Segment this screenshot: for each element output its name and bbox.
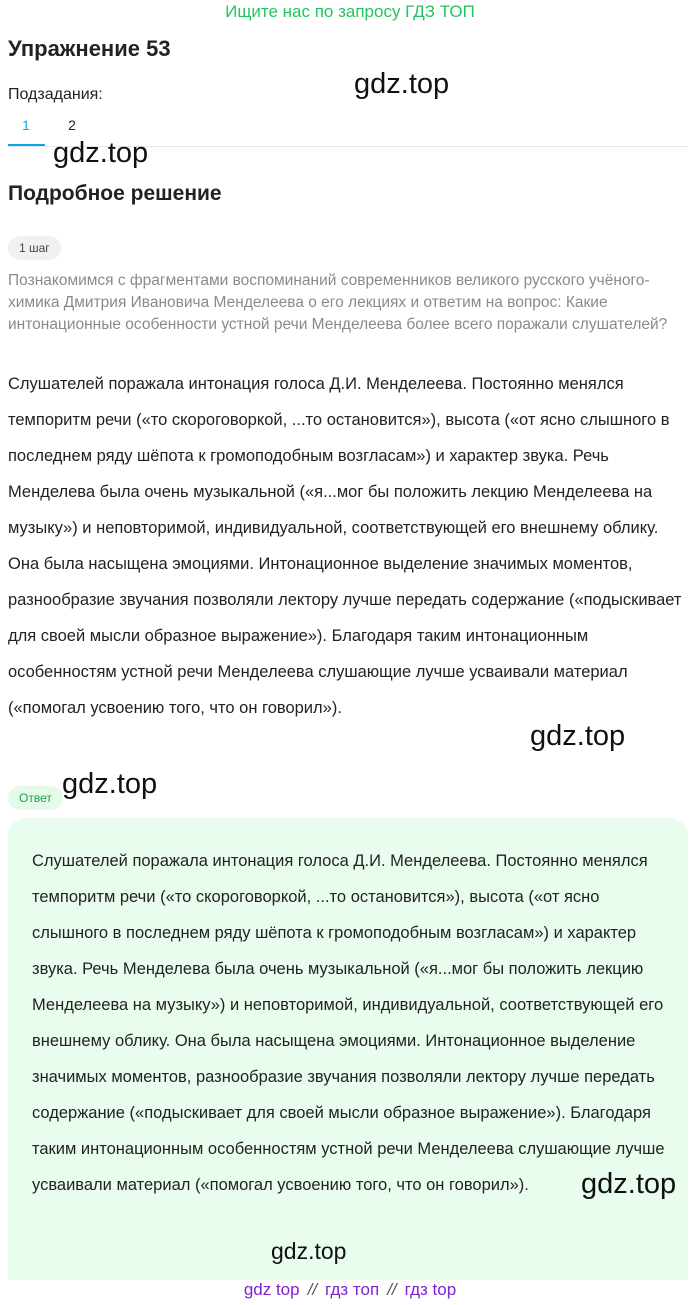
step-badge: 1 шаг <box>8 236 61 260</box>
answer-text: Слушателей поражала интонация голоса Д.И. Менделеева. Постоянно менялся темпоритм речи («то скороговоркой, ...то остановится»), высота («от ясно слышного в последнем ряду шёпота к громоподобным возгласам») и характер звука. Речь Менделева была очень музыкальной («я...мог бы положить лекцию Менделеева на музыку») и неповторимой, индивидуальной, соответствующей его внешнему облику. Она была насыщена эмоциями. Интонационное выделение значимых моментов, разнообразие звучания позволяли лектору лучше передать содержание («подыскивает для своей мысли образное выражение»). Благодаря таким интонационным особенностям устной речи Менделеева слушающие лучше усваивали материал («помогал усвоению того, что он говорил»). <box>32 852 665 1194</box>
watermark: gdz.top <box>271 1238 347 1264</box>
solution-text: Слушателей поражала интонация голоса Д.И. Менделеева. Постоянно менялся темпоритм речи («то скороговоркой, ...то остановится»), высота («от ясно слышного в последнем ряду шёпота к громоподобным возгласам») и характер звука. Речь Менделева была очень музыкальной («я...мог бы положить лекцию Менделеева на музыку») и неповторимой, индивидуальной, соответствующей его внешнему облику. Она была насыщена эмоциями. Интонационное выделение значимых моментов, разнообразие звучания позволяли лектору лучше передать содержание («подыскивает для своей мысли образное выражение»). Благодаря таким интонационным особенностям устной речи Менделеева слушающие лучше усваивали материал («помогал усвоению того, что он говорил»). <box>8 375 682 717</box>
footer-link-gdz-top-ru[interactable]: гдз топ <box>325 1280 380 1299</box>
subtask-tab-2[interactable]: 2 <box>68 117 76 133</box>
watermark: gdz.top <box>581 1168 677 1200</box>
watermark: gdz.top <box>354 68 450 100</box>
footer-links <box>0 1280 700 1300</box>
subtask-tab-1[interactable]: 1 <box>22 117 30 133</box>
footer-separator: // <box>387 1280 397 1299</box>
footer-link-gdz-top-mixed[interactable]: гдз top <box>404 1280 457 1299</box>
answer-badge: Ответ <box>8 786 63 810</box>
watermark: gdz.top <box>53 137 149 169</box>
search-banner: Ищите нас по запросу ГДЗ ТОП <box>225 2 475 21</box>
footer-separator: // <box>307 1280 318 1299</box>
question-text: Познакомимся с фрагментами воспоминаний современников великого русского учёного-химика Дмитрия Ивановича Менделеева о его лекциях и ответим на вопрос: Какие интонационные особенности устной речи Менделеева более всего поражали слушателей? <box>8 272 668 333</box>
watermark: gdz.top <box>62 768 158 800</box>
solution-heading: Подробное решение <box>8 182 222 205</box>
page-title: Упражнение 53 <box>8 36 171 61</box>
footer-link-gdz-top[interactable]: gdz top <box>243 1280 300 1299</box>
watermark: gdz.top <box>530 720 626 752</box>
subtasks-label: Подзадания: <box>8 86 103 103</box>
